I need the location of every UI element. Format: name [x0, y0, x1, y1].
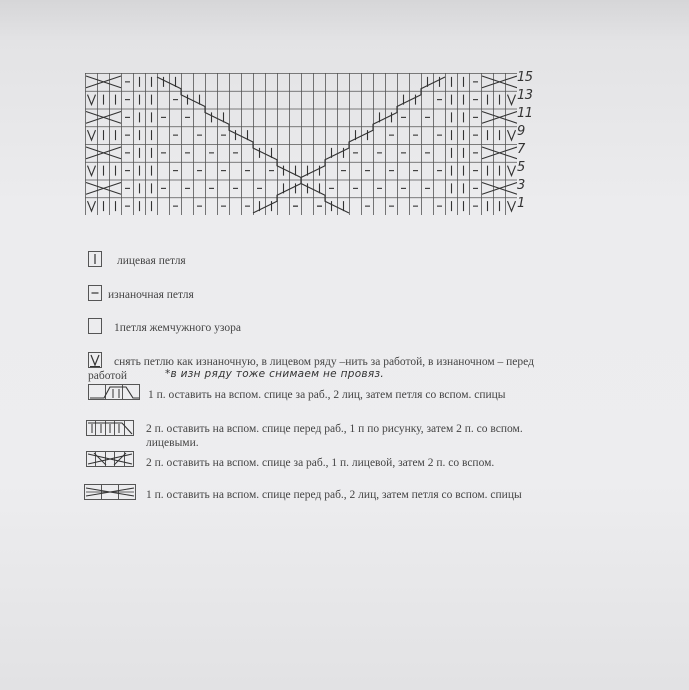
row-number: 1 — [517, 196, 525, 211]
row-number: 15 — [517, 70, 533, 85]
cross-left-2-1-2-icon — [86, 420, 134, 436]
row-number: 13 — [517, 88, 533, 103]
cross-right-1-2-icon — [88, 384, 140, 400]
legend-cross3: 2 п. оставить на вспом. спице за раб., 1 п. лицевой, затем 2 п. со вспом. — [146, 457, 495, 469]
legend-cross1: 1 п. оставить на вспом. спице за раб., 2 лиц, затем петля со вспом. спицы — [148, 389, 506, 401]
legend-cross4: 1 п. оставить на вспом. спице перед раб., 2 лиц, затем петля со вспом. спицы — [146, 489, 522, 501]
row-number: 7 — [517, 142, 525, 157]
row-number: 9 — [517, 124, 525, 139]
slip-stitch-icon — [88, 352, 102, 368]
knit-stitch-icon — [88, 251, 102, 267]
legend-pearl: 1петля жемчужного узора — [114, 322, 241, 334]
legend-cross2-line2: лицевыми. — [146, 437, 199, 449]
cross-left-1-2-icon — [84, 484, 136, 500]
legend-slip-line1: снять петлю как изнаночную, в лицевом ряду –нить за работой, в изнаночном – перед — [114, 356, 534, 368]
handwritten-note: *в изн ряду тоже снимаем не провяз. — [165, 368, 385, 380]
cross-2-1-2-back-icon — [86, 451, 134, 467]
legend-knit: лицевая петля — [117, 255, 186, 267]
row-number: 3 — [517, 178, 525, 193]
purl-stitch-icon — [88, 285, 102, 301]
row-number: 11 — [517, 106, 533, 121]
row-number: 5 — [517, 160, 525, 175]
pearl-stitch-icon — [88, 318, 102, 334]
legend-cross2-line1: 2 п. оставить на вспом. спице перед раб., 1 п по рисунку, затем 2 п. со вспом. — [146, 423, 523, 435]
legend-purl: изнаночная петля — [108, 289, 194, 301]
legend-slip-line2: работой — [88, 370, 128, 382]
